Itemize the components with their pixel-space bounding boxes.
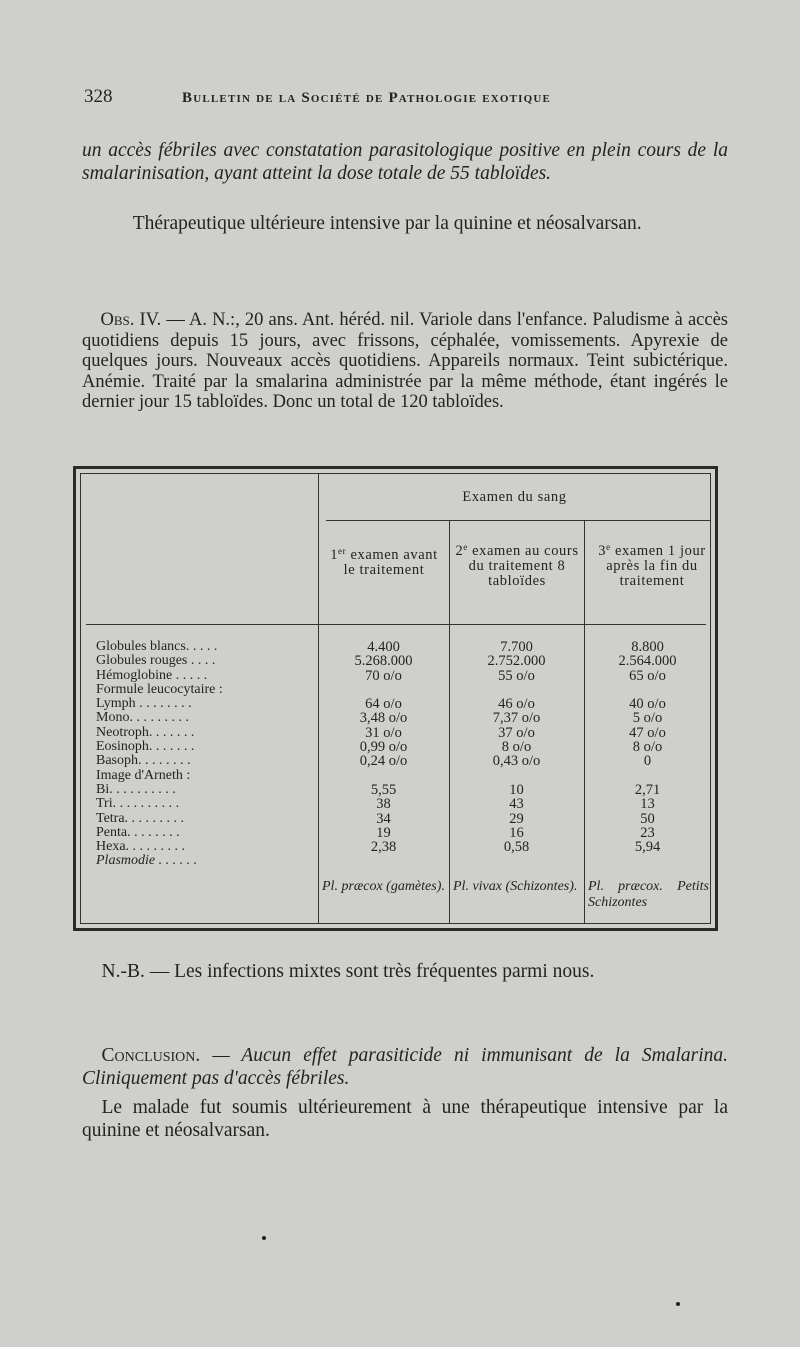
table-cell xyxy=(584,769,711,783)
row-label: Penta. . . . . . . . xyxy=(96,825,180,840)
table-cell: 0,58 xyxy=(503,839,530,856)
table-cell: 3,48 o/o xyxy=(359,710,408,727)
table-cell: 2,71 xyxy=(634,781,661,798)
col2-values xyxy=(449,640,584,854)
table-cell: 16 xyxy=(509,824,524,841)
table-cell: 29 xyxy=(509,810,524,827)
table-cell: 0,24 o/o xyxy=(359,753,408,770)
group-header: Examen du sang xyxy=(462,489,567,505)
col3-header: 3e examen 1 jour après la fin du traitement xyxy=(598,542,706,589)
table-cell: 10 xyxy=(509,781,524,798)
table-cell: 40 o/o xyxy=(629,696,666,713)
row-label: Bi. . . . . . . . . . xyxy=(96,782,176,797)
table-cell: 64 o/o xyxy=(365,696,402,713)
table-cell: 7.700 xyxy=(500,639,533,655)
row-label: Basoph. . . . . . . . xyxy=(96,754,191,769)
paragraph-1: un accès fébriles avec constatation parasitologique positive en plein cours de la smalarinisation, ayant atteint la dose totale de 55 tabloïdes. xyxy=(82,140,728,184)
observation-paragraph xyxy=(82,310,728,413)
row-label: Globules blancs. . . . . xyxy=(96,640,218,654)
table-cell xyxy=(318,769,449,783)
table-cell: 4.400 xyxy=(367,639,400,655)
table-cell: 31 o/o xyxy=(365,724,402,741)
table-cell: 0 xyxy=(643,753,652,770)
row-label: Lymph . . . . . . . . xyxy=(96,697,192,712)
table-cell: 34 xyxy=(376,810,391,827)
table-cell: 38 xyxy=(376,796,391,813)
plasmodie-col2: Pl. vivax (Schizontes). xyxy=(453,879,578,894)
print-speck xyxy=(676,1302,680,1306)
table-cell xyxy=(449,769,584,783)
table-cell: 2.564.000 xyxy=(618,653,677,670)
table-cell: 46 o/o xyxy=(498,696,535,713)
observation-body: — A. N.:, 20 ans. Ant. héréd. nil. Variole dans l'enfance. Paludisme à accès quotidiens depuis 15 jours, avec frissons, céphalée, vomissements. Apyrexie de quelques jours. Nouveaux accès quotidiens. Appareils normaux. Teint subictérique. Anémie. Traité par la smalarina administrée par la même méthode, étant ingérés le dernier jour 15 tabloïdes. Donc un total de 120 tabloïdes. xyxy=(82,310,728,412)
row-label: Eosinoph. . . . . . . xyxy=(96,740,195,755)
row-label: Formule leucocytaire : xyxy=(96,682,223,697)
table-cell: 47 o/o xyxy=(629,724,666,741)
row-label: Globules rouges . . . . xyxy=(96,654,216,669)
table-inner-frame xyxy=(80,473,711,924)
table-cell: 8 o/o xyxy=(632,739,663,756)
col2-header: 2e examen au cours du traitement 8 tabloïdes xyxy=(455,542,579,589)
table-cell: 5,94 xyxy=(634,839,661,856)
row-label: Image d'Arneth : xyxy=(96,768,191,783)
conclusion-paragraph xyxy=(82,1045,728,1090)
plasmodie-col1: Pl. præcox (gamètes). xyxy=(322,879,445,894)
row-label: Hexa. . . . . . . . . xyxy=(96,840,186,855)
paragraph-2: Thérapeutique ultérieure intensive par la quinine et néosalvarsan. xyxy=(132,213,642,234)
table-cell: 5.268.000 xyxy=(354,653,413,670)
table-cell: 8.800 xyxy=(631,639,664,655)
col1-values xyxy=(318,640,449,854)
plasmodie-col3: Pl. præcox. Petits Schizontes xyxy=(588,879,709,910)
header-rule xyxy=(86,624,706,625)
table-cell: 70 o/o xyxy=(365,667,402,684)
table-cell: 0,99 o/o xyxy=(359,739,408,756)
blood-exam-table xyxy=(73,466,718,931)
conclusion-body: — Aucun effet parasiticide ni immunisant de la Smalarina. Cliniquement pas d'accès fébriles. xyxy=(82,1045,728,1089)
row-label: Tri. . . . . . . . . . xyxy=(96,797,180,812)
observation-lead: Obs. IV. xyxy=(100,310,162,330)
table-cell: 2,38 xyxy=(370,839,397,856)
table-cell: 55 o/o xyxy=(498,667,535,684)
table-cell: 8 o/o xyxy=(501,739,532,756)
table-cell xyxy=(584,683,711,697)
table-cell: 43 xyxy=(509,796,524,813)
table-cell: 13 xyxy=(640,796,655,813)
row-label: Mono. . . . . . . . . xyxy=(96,711,189,726)
table-cell: 23 xyxy=(640,824,655,841)
table-cell: 65 o/o xyxy=(629,667,666,684)
row-labels xyxy=(96,640,318,869)
conclusion-lead: Conclusion. xyxy=(101,1045,201,1066)
col1-header: 1er examen avant le traitement xyxy=(330,546,438,578)
page-number: 328 xyxy=(84,86,113,107)
final-paragraph: Le malade fut soumis ultérieurement à une thérapeutique intensive par la quinine et néosalvarsan. xyxy=(82,1097,728,1141)
group-header-rule xyxy=(326,520,711,521)
table-cell xyxy=(449,683,584,697)
row-label: Neotroph. . . . . . . xyxy=(96,725,195,740)
row-label: Tetra. . . . . . . . . xyxy=(96,811,185,826)
col3-values xyxy=(584,640,711,854)
table-cell: 2.752.000 xyxy=(487,653,546,670)
table-cell: 5,55 xyxy=(370,781,397,798)
table-cell: 37 o/o xyxy=(498,724,535,741)
print-speck xyxy=(262,1236,266,1240)
table-cell: 19 xyxy=(376,824,391,841)
row-label: Plasmodie . . . . . . xyxy=(96,854,198,869)
table-cell: 50 xyxy=(640,810,655,827)
table-cell: 5 o/o xyxy=(632,710,663,727)
note-paragraph: N.-B. — Les infections mixtes sont très fréquentes parmi nous. xyxy=(101,961,595,982)
table-cell: 7,37 o/o xyxy=(492,710,541,727)
table-cell xyxy=(318,683,449,697)
running-title: Bulletin de la Société de Pathologie exotique xyxy=(182,90,552,106)
table-cell: 0,43 o/o xyxy=(492,753,541,770)
row-label: Hémoglobine . . . . . xyxy=(96,668,208,683)
